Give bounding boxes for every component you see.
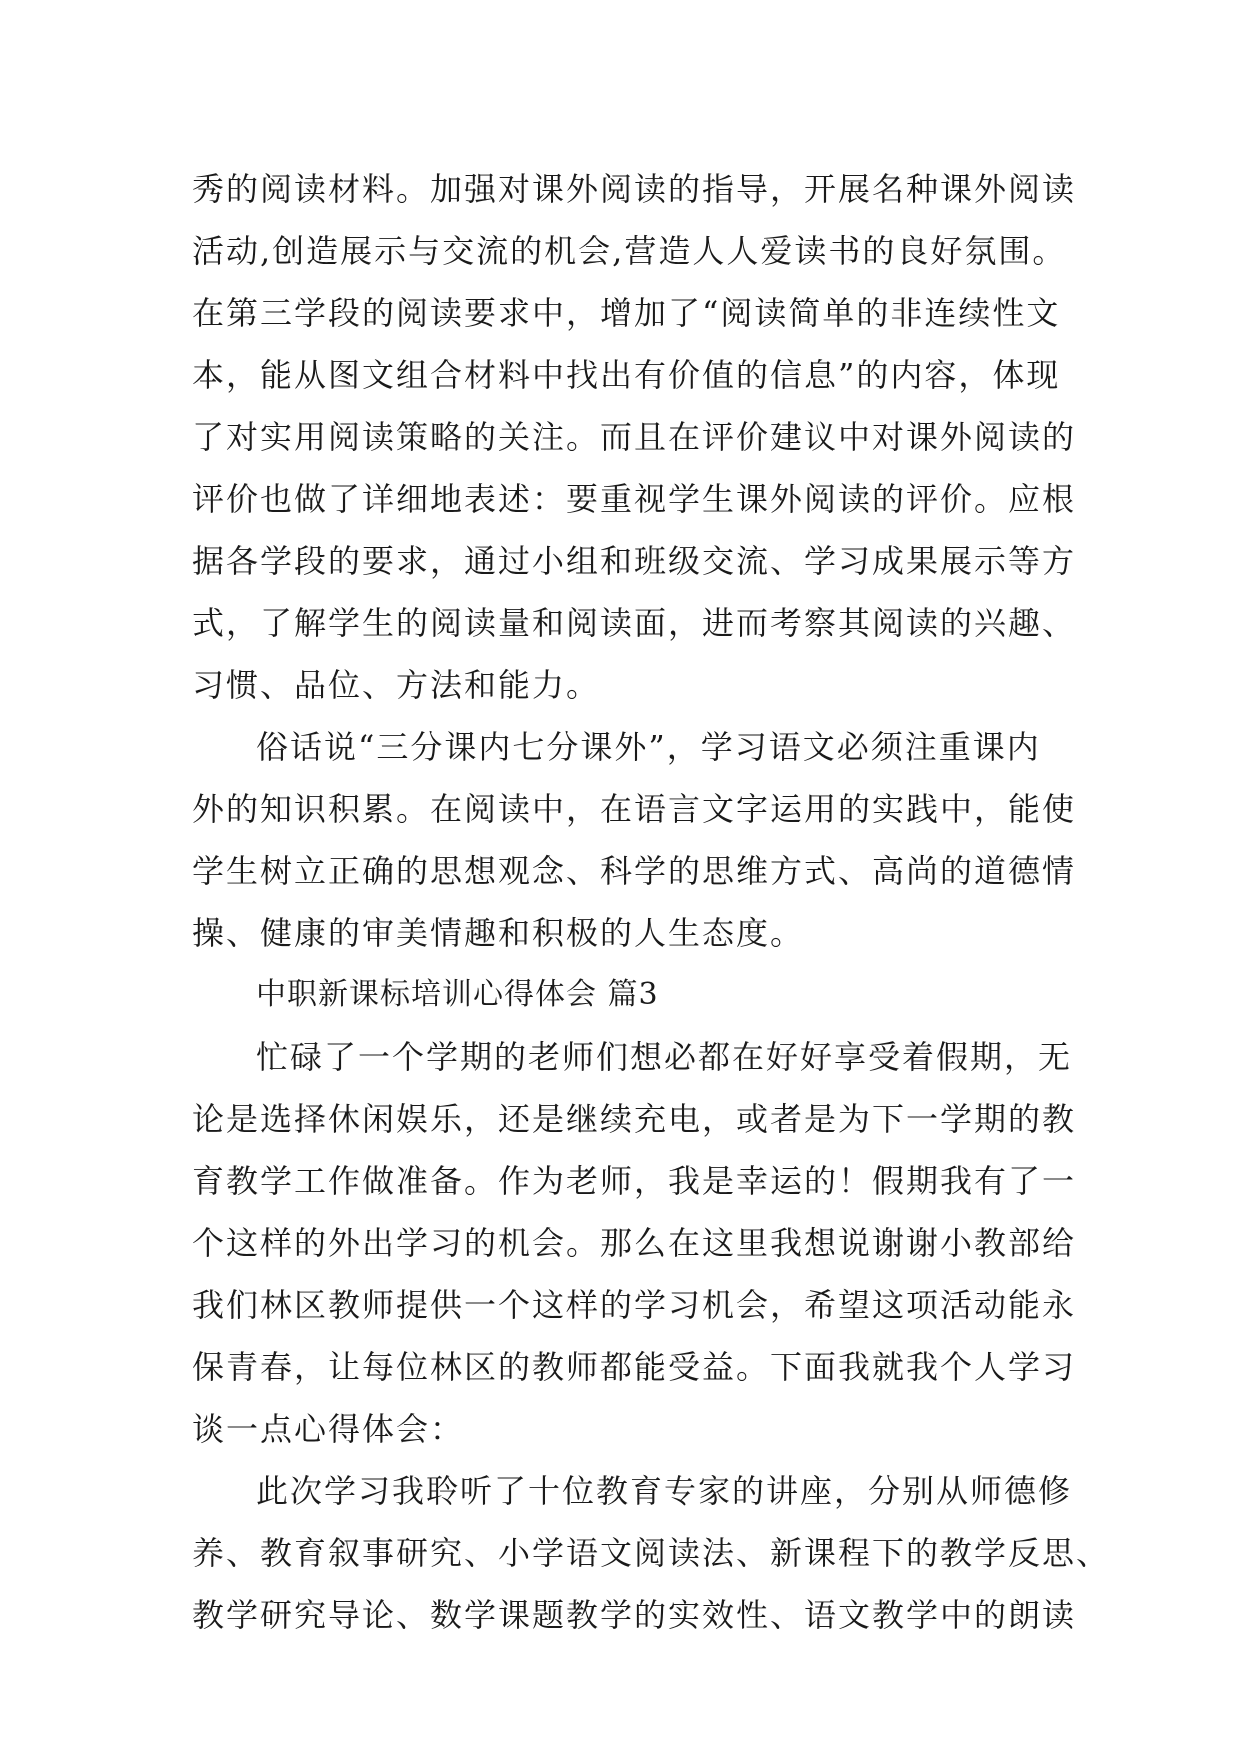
text-line: 个这样的外出学习的机会。那么在这里我想说谢谢小教部给 (192, 1224, 1077, 1262)
text-line: 在第三学段的阅读要求中，增加了“阅读简单的非连续性文 (192, 294, 1061, 332)
text-line: 式，了解学生的阅读量和阅读面，进而考察其阅读的兴趣、 (192, 604, 1077, 642)
paragraph-start-line: 忙碌了一个学期的老师们想必都在好好享受着假期，无 (256, 1038, 1073, 1076)
text-line: 外的知识积累。在阅读中，在语言文字运用的实践中，能使 (192, 790, 1077, 828)
text-line: 习惯、品位、方法和能力。 (192, 666, 601, 704)
text-line: 评价也做了详细地表述：要重视学生课外阅读的评价。应根 (192, 480, 1077, 518)
text-line: 养、教育叙事研究、小学语文阅读法、新课程下的教学反思、 (192, 1534, 1111, 1572)
text-line: 操、健康的审美情趣和积极的人生态度。 (192, 914, 805, 952)
section-heading: 中职新课标培训心得体会 篇3 (256, 977, 659, 1012)
text-line: 论是选择休闲娱乐，还是继续充电，或者是为下一学期的教 (192, 1100, 1077, 1138)
text-line: 了对实用阅读策略的关注。而且在评价建议中对课外阅读的 (192, 418, 1077, 456)
paragraph-start-line: 俗话说“三分课内七分课外”，学习语文必须注重课内 (256, 728, 1041, 766)
text-line: 育教学工作做准备。作为老师，我是幸运的！假期我有了一 (192, 1162, 1077, 1200)
text-line: 谈一点心得体会： (192, 1410, 465, 1448)
text-line: 学生树立正确的思想观念、科学的思维方式、高尚的道德情 (192, 852, 1077, 890)
text-line: 教学研究导论、数学课题教学的实效性、语文教学中的朗读 (192, 1596, 1077, 1634)
paragraph-start-line: 此次学习我聆听了十位教育专家的讲座，分别从师德修 (256, 1472, 1073, 1510)
body-text (192, 158, 1111, 1646)
text-line: 活动,创造展示与交流的机会,营造人人爱读书的良好氛围。 (192, 232, 1067, 270)
text-line: 保青春，让每位林区的教师都能受益。下面我就我个人学习 (192, 1348, 1077, 1386)
text-line: 据各学段的要求，通过小组和班级交流、学习成果展示等方 (192, 542, 1077, 580)
text-line: 本，能从图文组合材料中找出有价值的信息”的内容，体现 (192, 356, 1061, 394)
text-line: 秀的阅读材料。加强对课外阅读的指导，开展名种课外阅读 (192, 170, 1077, 208)
text-line: 我们林区教师提供一个这样的学习机会，希望这项活动能永 (192, 1286, 1077, 1324)
